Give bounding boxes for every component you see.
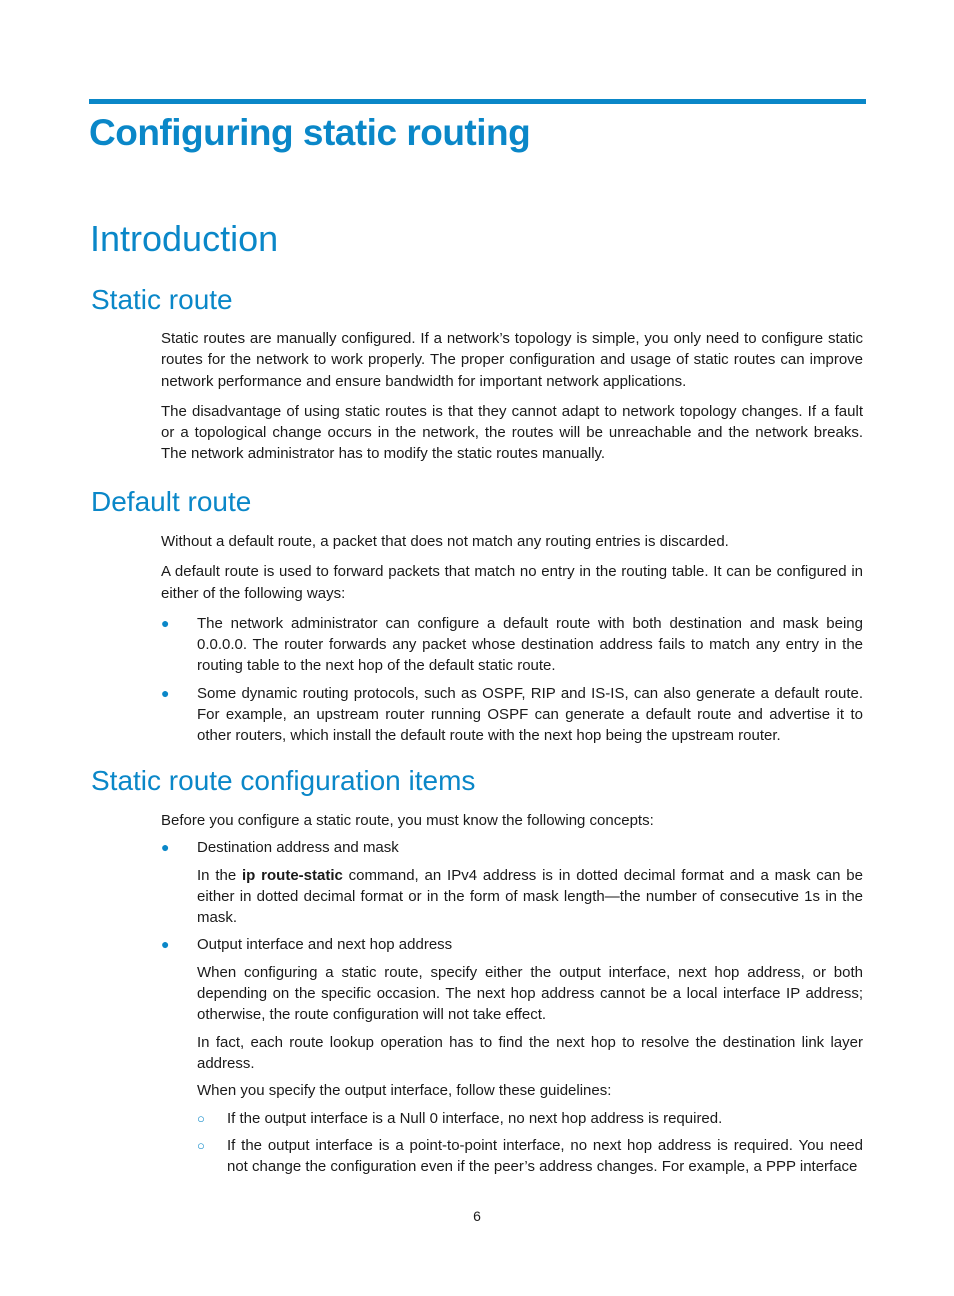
static-route-paragraph: The disadvantage of using static routes is that they cannot adapt to network topology changes. If a fault or a topological change occurs in the network, the routes will be unreachable and the network breaks. The network administrator has to modify the static routes manually. [161,402,863,463]
page-number: 6 [473,1208,481,1224]
guideline-text: If the output interface is a Null 0 interface, no next hop address is required. [227,1109,723,1127]
list-item-text: The network administrator can configure a default route with both destination and mask being 0.0.0.0. The router forwards any packet whose destination address fails to match any entry in the routing table to the next hop of the default static route. [197,614,863,675]
text-segment: In the [197,866,243,884]
guideline-text: If the output interface is a point-to-point interface, no next hop address is required. You need not change the configuration even if the peer’s address changes. For example, a PPP interface [227,1136,863,1176]
output-interface-paragraph: In fact, each route lookup operation has to find the next hop to resolve the destination link layer address. [197,1033,863,1072]
bullet-icon: ● [161,936,170,953]
guideline-item [161,1108,863,1129]
bullet-icon: ● [161,839,170,856]
list-item [161,683,863,747]
config-items-heading: Static route configuration items [91,765,476,796]
default-route-paragraph: Without a default route, a packet that does not match any routing entries is discarded. [161,533,729,550]
default-route-heading: Default route [91,486,252,517]
chapter-rule [89,99,866,104]
circle-bullet-icon: ○ [197,1110,205,1126]
list-item [161,934,863,955]
default-route-paragraph: A default route is used to forward packets that match no entry in the routing table. It can be configured in either of the following ways: [161,563,863,602]
list-item-text: Output interface and next hop address [197,936,453,954]
introduction-heading: Introduction [90,218,279,259]
chapter-title: Configuring static routing [89,112,531,153]
list-item-text: Some dynamic routing protocols, such as OSPF, RIP and IS-IS, can also generate a default route. For example, an upstream router running OSPF can generate a default route and advertise it to other routers, which install the default route with the next hop being the upstream router. [197,684,863,745]
text-segment: command, an IPv4 address is in dotted decimal format and a mask can be either in dotted decimal format or in the form of mask length—the number of consecutive 1s in the mask. [197,866,863,927]
bullet-icon: ● [161,614,170,631]
list-item [161,613,863,677]
static-route-heading: Static route [91,284,233,315]
command-keyword: ip route-static [242,866,343,884]
config-items-intro: Before you configure a static route, you must know the following concepts: [161,812,654,829]
default-route-section [161,531,863,753]
list-item-text: Destination address and mask [197,839,399,857]
static-route-section [161,328,863,474]
output-interface-paragraph: When you specify the output interface, follow these guidelines: [197,1082,612,1100]
config-items-section [161,810,863,1183]
list-item [161,837,863,858]
output-interface-paragraph: When configuring a static route, specify either the output interface, next hop address, or both depending on the specific occasion. The next hop address cannot be a local interface IP address; otherwise, the route configuration will not take effect. [197,963,863,1024]
bullet-icon: ● [161,684,170,701]
static-route-paragraph: Static routes are manually configured. If a network’s topology is simple, you only need to configure static routes for the network to work properly. The proper configuration and usage of static routes can improve network performance and ensure bandwidth for important network applications. [161,330,863,390]
guideline-item [161,1135,863,1178]
destination-description [161,865,863,929]
circle-bullet-icon: ○ [197,1137,205,1153]
